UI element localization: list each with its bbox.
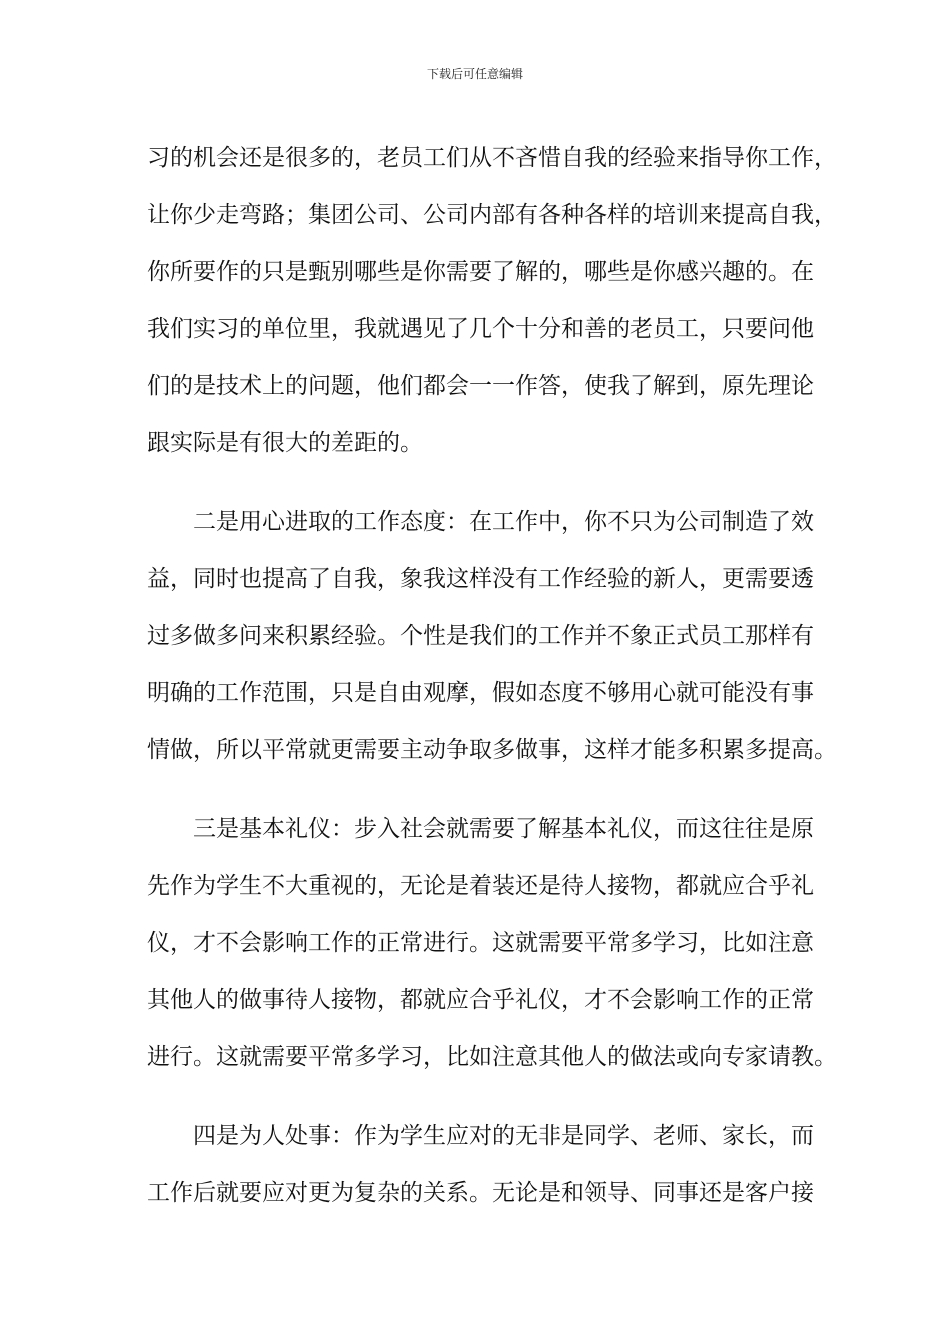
text-line: 进行。这就需要平常多学习，比如注意其他人的做法或向专家请教。 [147, 1044, 837, 1070]
text-line: 其他人的做事待人接物，都就应合乎礼仪，才不会影响工作的正常 [147, 987, 814, 1013]
text-line: 你所要作的只是甄别哪些是你需要了解的，哪些是你感兴趣的。在 [147, 259, 814, 285]
paragraph-1 [147, 130, 837, 472]
text-line: 工作后就要应对更为复杂的关系。无论是和领导、同事还是客户接 [147, 1180, 814, 1206]
page-header: 下载后可任意编辑 [426, 67, 523, 81]
paragraph-4 [147, 1108, 814, 1222]
text-line: 跟实际是有很大的差距的。 [147, 430, 423, 456]
document-body [147, 130, 837, 1222]
text-line: 情做，所以平常就更需要主动争取多做事，这样才能多积累多提高。 [147, 737, 837, 763]
text-line: 习的机会还是很多的，老员工们从不吝惜自我的经验来指导你工作， [147, 145, 837, 171]
text-line: 明确的工作范围，只是自由观摩，假如态度不够用心就可能没有事 [147, 680, 814, 706]
paragraph-2 [147, 494, 837, 779]
text-line: 四是为人处事：作为学生应对的无非是同学、老师、家长，而 [193, 1123, 814, 1149]
text-line: 们的是技术上的问题，他们都会一一作答，使我了解到，原先理论 [147, 373, 814, 399]
paragraph-3 [147, 801, 837, 1086]
text-line: 过多做多问来积累经验。个性是我们的工作并不象正式员工那样有 [147, 623, 814, 649]
text-line: 我们实习的单位里，我就遇见了几个十分和善的老员工，只要问他 [147, 316, 814, 342]
text-line: 二是用心进取的工作态度：在工作中，你不只为公司制造了效 [193, 509, 814, 535]
text-line: 益，同时也提高了自我，象我这样没有工作经验的新人，更需要透 [147, 566, 814, 592]
text-line: 先作为学生不大重视的，无论是着装还是待人接物，都就应合乎礼 [147, 873, 814, 899]
text-line: 仪，才不会影响工作的正常进行。这就需要平常多学习，比如注意 [147, 930, 814, 956]
text-line: 三是基本礼仪：步入社会就需要了解基本礼仪，而这往往是原 [193, 816, 814, 842]
text-line: 让你少走弯路；集团公司、公司内部有各种各样的培训来提高自我， [147, 202, 837, 228]
